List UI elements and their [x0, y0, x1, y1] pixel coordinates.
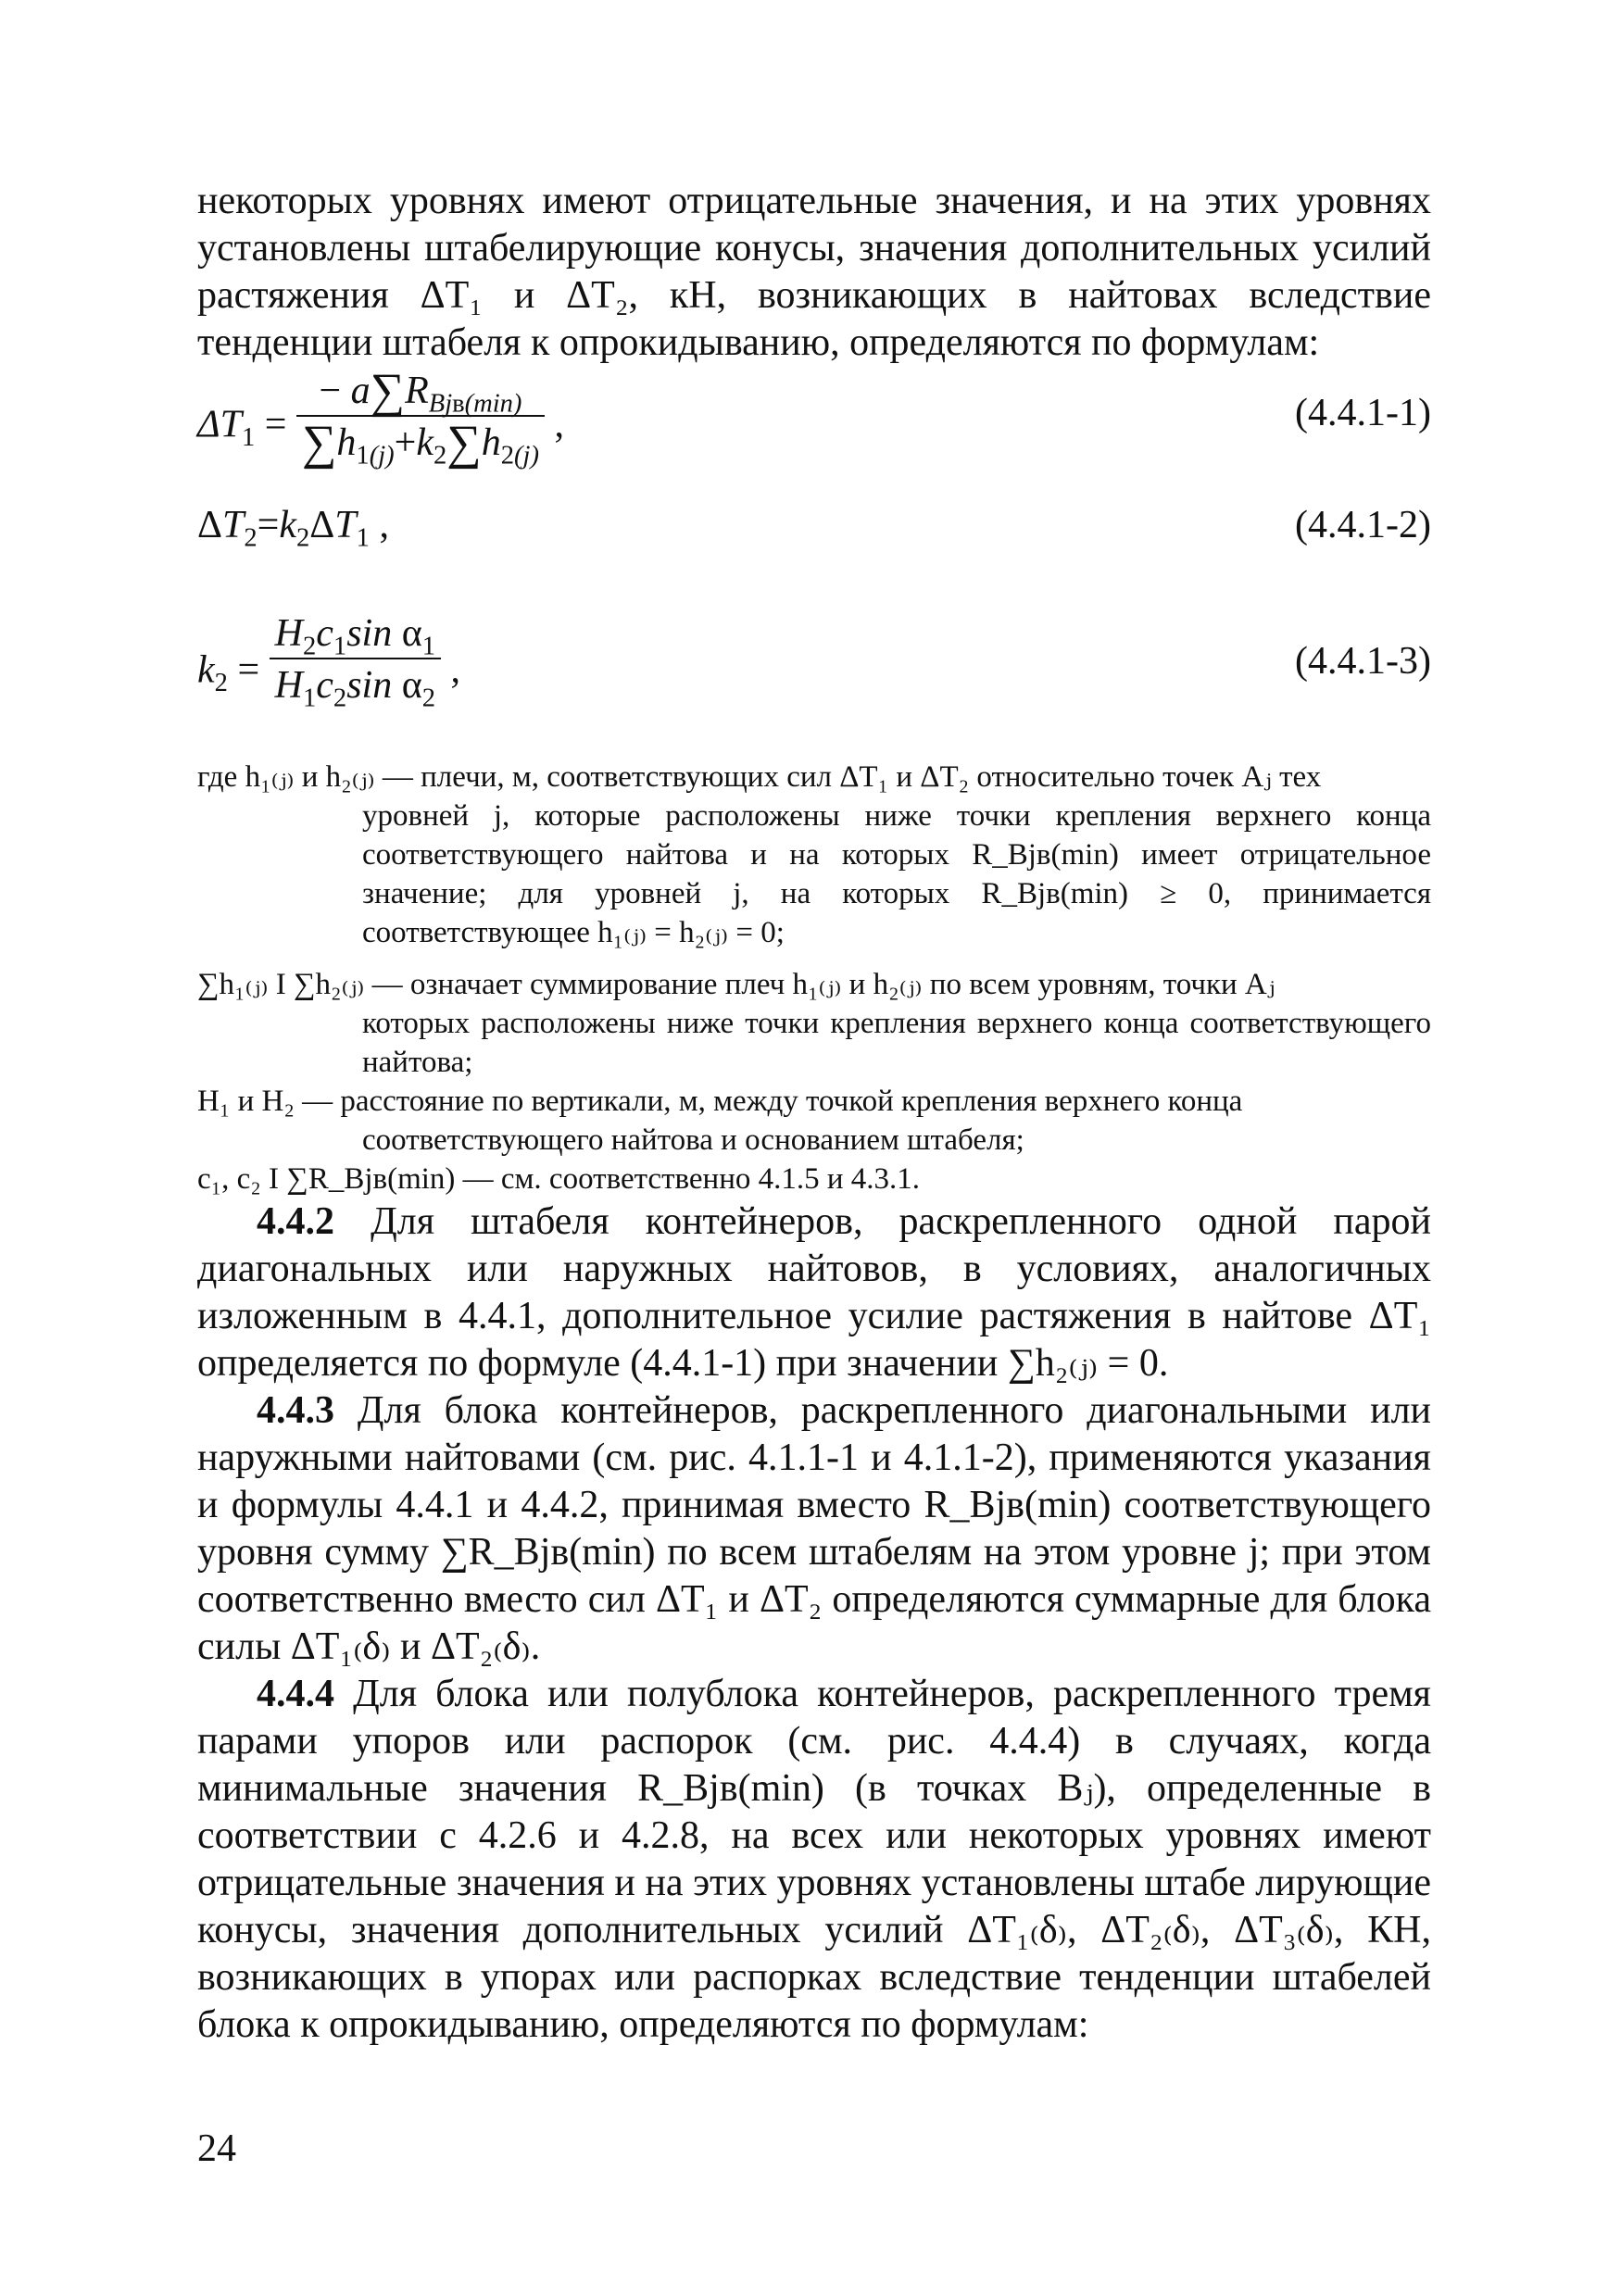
eq3-formula: $k_2$ = $\frac{H_2c_1\sin \alpha_1}{H_1c_2\sin \alpha_2}$ ,	[197, 612, 460, 713]
where-item-3-cont: соответствующего найтова и основанием штабеля;	[362, 1123, 1024, 1157]
section-4-4-3-number: 4.4.3	[257, 1389, 334, 1432]
where-item-1	[197, 758, 1431, 797]
eq1-number: (4.4.1-1)	[1295, 392, 1431, 434]
section-4-4-4	[197, 1671, 1431, 2049]
page-number: 24	[197, 2127, 236, 2170]
where-item-3-head: H₁ и H₂	[197, 1085, 295, 1118]
where-item-3	[197, 1082, 1431, 1121]
where-item-2	[197, 965, 1431, 1004]
where-item-1-cont: уровней j, которые расположены ниже точки крепления верхнего конца соответствующего найтова и на которых R_Bjв(min) имеет отрицательное значение; для уровней j, на которых R_Bjв(min) ≥ 0, принимается соответствующее h₁₍ⱼ₎ = h₂₍ⱼ₎ = 0;	[362, 799, 1431, 949]
where-block	[197, 758, 1431, 1198]
section-4-4-2-number: 4.4.2	[257, 1200, 334, 1243]
where-item-4-head: c₁, c₂ I ∑R_Bjв(min)	[197, 1162, 456, 1196]
where-item-4-text: — см. соответственно 4.1.5 и 4.3.1.	[462, 1162, 921, 1196]
intro-text: некоторых уровнях имеют отрицательные значения, и на этих уровнях установлены штабелирующие конусы, значения дополнительных усилий растяжения ΔT₁ и ΔT₂, кН, возникающих в найтовах вследствие тенденции штабеля к опрокидыванию, определяются по формулам:	[197, 180, 1431, 364]
where-item-3-text: — расстояние по вертикали, м, между точкой крепления верхнего конца	[302, 1085, 1243, 1118]
section-4-4-3	[197, 1387, 1431, 1671]
where-item-4	[197, 1160, 1431, 1198]
where-item-2-head: ∑h₁₍ⱼ₎ I ∑h₂₍ⱼ₎	[197, 968, 365, 1001]
where-item-1-text: — плечи, м, соответствующих сил ΔT₁ и ΔT₂ относительно точек Aⱼ тех	[382, 760, 1322, 794]
section-4-4-3-text: Для блока контейнеров, раскрепленного диагональными или наружными найтовами (см. рис. 4.1.1-1 и 4.1.1-2), применяются указания и формулы 4.4.1 и 4.4.2, принимая вместо R_Bjв(min) соответствующего уровня сумму ∑R_Bjв(min) по всем штабелям на этом уровне j; при этом соответственно вместо сил ΔT₁ и ΔT₂ определяются суммарные для блока силы ΔT₁₍δ₎ и ΔT₂₍δ₎.	[197, 1389, 1431, 1668]
where-item-2-cont: которых расположены ниже точки крепления верхнего конца соответствующего найтова;	[362, 1007, 1431, 1079]
eq2-formula: $\Delta T_2=k_2\Delta T_1$ ,	[197, 504, 389, 553]
section-4-4-2	[197, 1198, 1431, 1387]
eq1-formula: $\Delta T_1$ = $\frac{- a\sum R_{Bjв(min)}}{\sum h_{1(j)}+k_2\sum h_{2(j)}}$ ,	[197, 364, 564, 470]
equation-4-4-1-3	[197, 611, 1431, 713]
equation-4-4-1-1	[197, 364, 1431, 470]
section-4-4-4-number: 4.4.4	[257, 1673, 334, 1715]
section-4-4-4-text: Для блока или полублока контейнеров, раскрепленного тремя парами упоров или распорок (см. рис. 4.4.4) в случаях, когда минимальные значения R_Bjв(min) (в точках Bⱼ), определенные в соответствии с 4.2.6 и 4.2.8, на всех или некоторых уровнях имеют отрицательные значения и на этих уровнях установлены штабе лирующие конусы, значения дополнительных усилий ΔT₁₍δ₎, ΔT₂₍δ₎, ΔT₃₍δ₎, КН, возникающих в упорах или распорках вследствие тенденции штабелей блока к опрокидыванию, определяются по формулам:	[197, 1673, 1432, 2046]
where-item-1-head: где h₁₍ⱼ₎ и h₂₍ⱼ₎	[197, 760, 375, 794]
where-item-2-text: — означает суммирование плеч h₁₍ⱼ₎ и h₂₍ⱼ₎ по всем уровням, точки Aⱼ	[371, 968, 1275, 1001]
sections	[197, 1198, 1431, 2049]
section-4-4-2-text: Для штабеля контейнеров, раскрепленного одной парой диагональных или наружных найтовов, в условиях, аналогичных изложенным в 4.4.1, дополнительное усилие растяжения в найтове ΔT₁ определяется по формуле (4.4.1-1) при значении ∑h₂₍ⱼ₎ = 0.	[197, 1200, 1431, 1385]
intro-paragraph	[197, 178, 1431, 367]
equation-4-4-1-2	[197, 503, 1431, 558]
eq3-number: (4.4.1-3)	[1295, 640, 1431, 683]
eq2-number: (4.4.1-2)	[1295, 504, 1431, 546]
